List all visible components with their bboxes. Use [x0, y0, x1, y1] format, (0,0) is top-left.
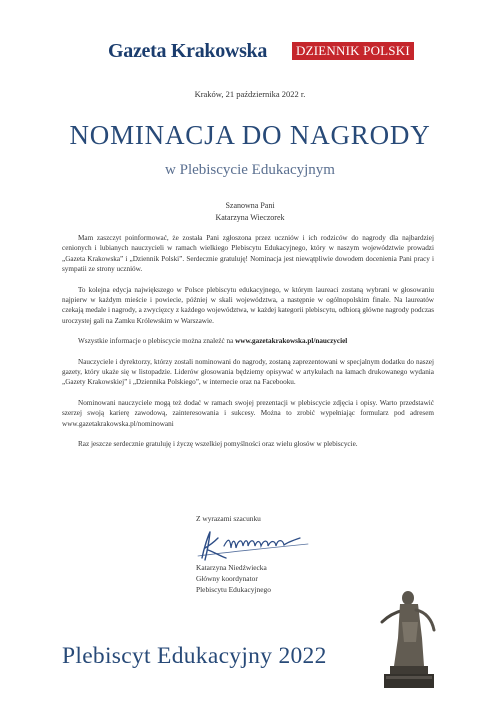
letter-subtitle: w Plebiscycie Edukacyjnym [165, 162, 335, 178]
letter-body [62, 233, 434, 460]
info-paragraph [62, 336, 434, 346]
letter-date: Kraków, 21 października 2022 r. [194, 89, 306, 99]
paragraph-3: Nauczyciele i dyrektorzy, którzy zostali nominowani do nagrody, zostaną zaprezentowani w specjalnym dodatku do naszej gazety, który ukaże się w listopadzie. Liderów głosowania będziemy opisywać w artykułach na łamach drukowanego wydania „Gazety Krakowskiej” i „Dziennika Polskiego”, w internecie oraz na Facebooku. [62, 357, 434, 387]
addressee-block [0, 200, 500, 224]
info-url: www.gazetakrakowska.pl/nauczyciel [235, 337, 348, 346]
footer-title: Plebiscyt Edukacyjny 2022 [62, 643, 327, 669]
closing-line: Z wyrazami szacunku [196, 514, 261, 523]
info-prefix: Wszystkie informacje o plebiscycie można znaleźć na [78, 337, 234, 346]
signer-block [196, 562, 271, 595]
handwritten-signature-icon [188, 526, 318, 564]
paragraph-2: To kolejna edycja największego w Polsce plebiscytu edukacyjnego, w którym laureaci zostaną wybrani w głosowaniu najpierw w każdym mieście i powiecie, później w skali województwa, a następnie w ogólnopolskim finale. Na laureatów czekają medale i nagrody, a zwycięzcy z każdego województwa, w każdej kategorii plebiscytu, odbiorą główne nagrody podczas uroczystej gali na Zamku Królewskim w Warszawie. [62, 285, 434, 325]
letter-title: NOMINACJA DO NAGRODY [69, 120, 431, 150]
salutation: Szanowna Pani [225, 201, 275, 210]
gazeta-krakowska-logo: Gazeta Krakowska [108, 40, 268, 62]
paragraph-1: Mam zaszczyt poinformować, że została Pani zgłoszona przez uczniów i ich rodziców do nagrody dla najbardziej cenionych i lubianych nauczycieli w ramach wielkiego Plebiscytu Edukacyjnego, który w naszym województwie prowadzi „Gazeta Krakowska” i „Dziennik Polski”. Serdecznie gratuluję! Nominacja jest niewątpliwie dowodem docenienia Pani pracy i sympatii ze strony uczniów. [62, 234, 434, 274]
recipient-name: Katarzyna Wieczorek [215, 213, 285, 222]
paragraph-5: Raz jeszcze serdecznie gratuluję i życzę wszelkiej pomyślności oraz wielu głosów w plebiscycie. [78, 440, 358, 449]
award-statue-icon [378, 582, 440, 694]
paragraph-4: Nominowani nauczyciele mogą też dodać w ramach swojej prezentacji w plebiscycie zdjęcia i opisy. Warto przedstawić szerzej swoją karierę zawodową, zainteresowania i sukcesy. Można to zrobić wypełniając formularz pod adresem www.gazetakrakowska.pl/nominowani [62, 398, 434, 428]
signer-organization: Plebiscytu Edukacyjnego [196, 585, 271, 594]
dziennik-polski-logo: DZIENNIK POLSKI [292, 42, 414, 60]
signer-name: Katarzyna Niedźwiecka [196, 563, 267, 572]
signer-role: Główny koordynator [196, 574, 258, 583]
publisher-logos [0, 40, 500, 64]
